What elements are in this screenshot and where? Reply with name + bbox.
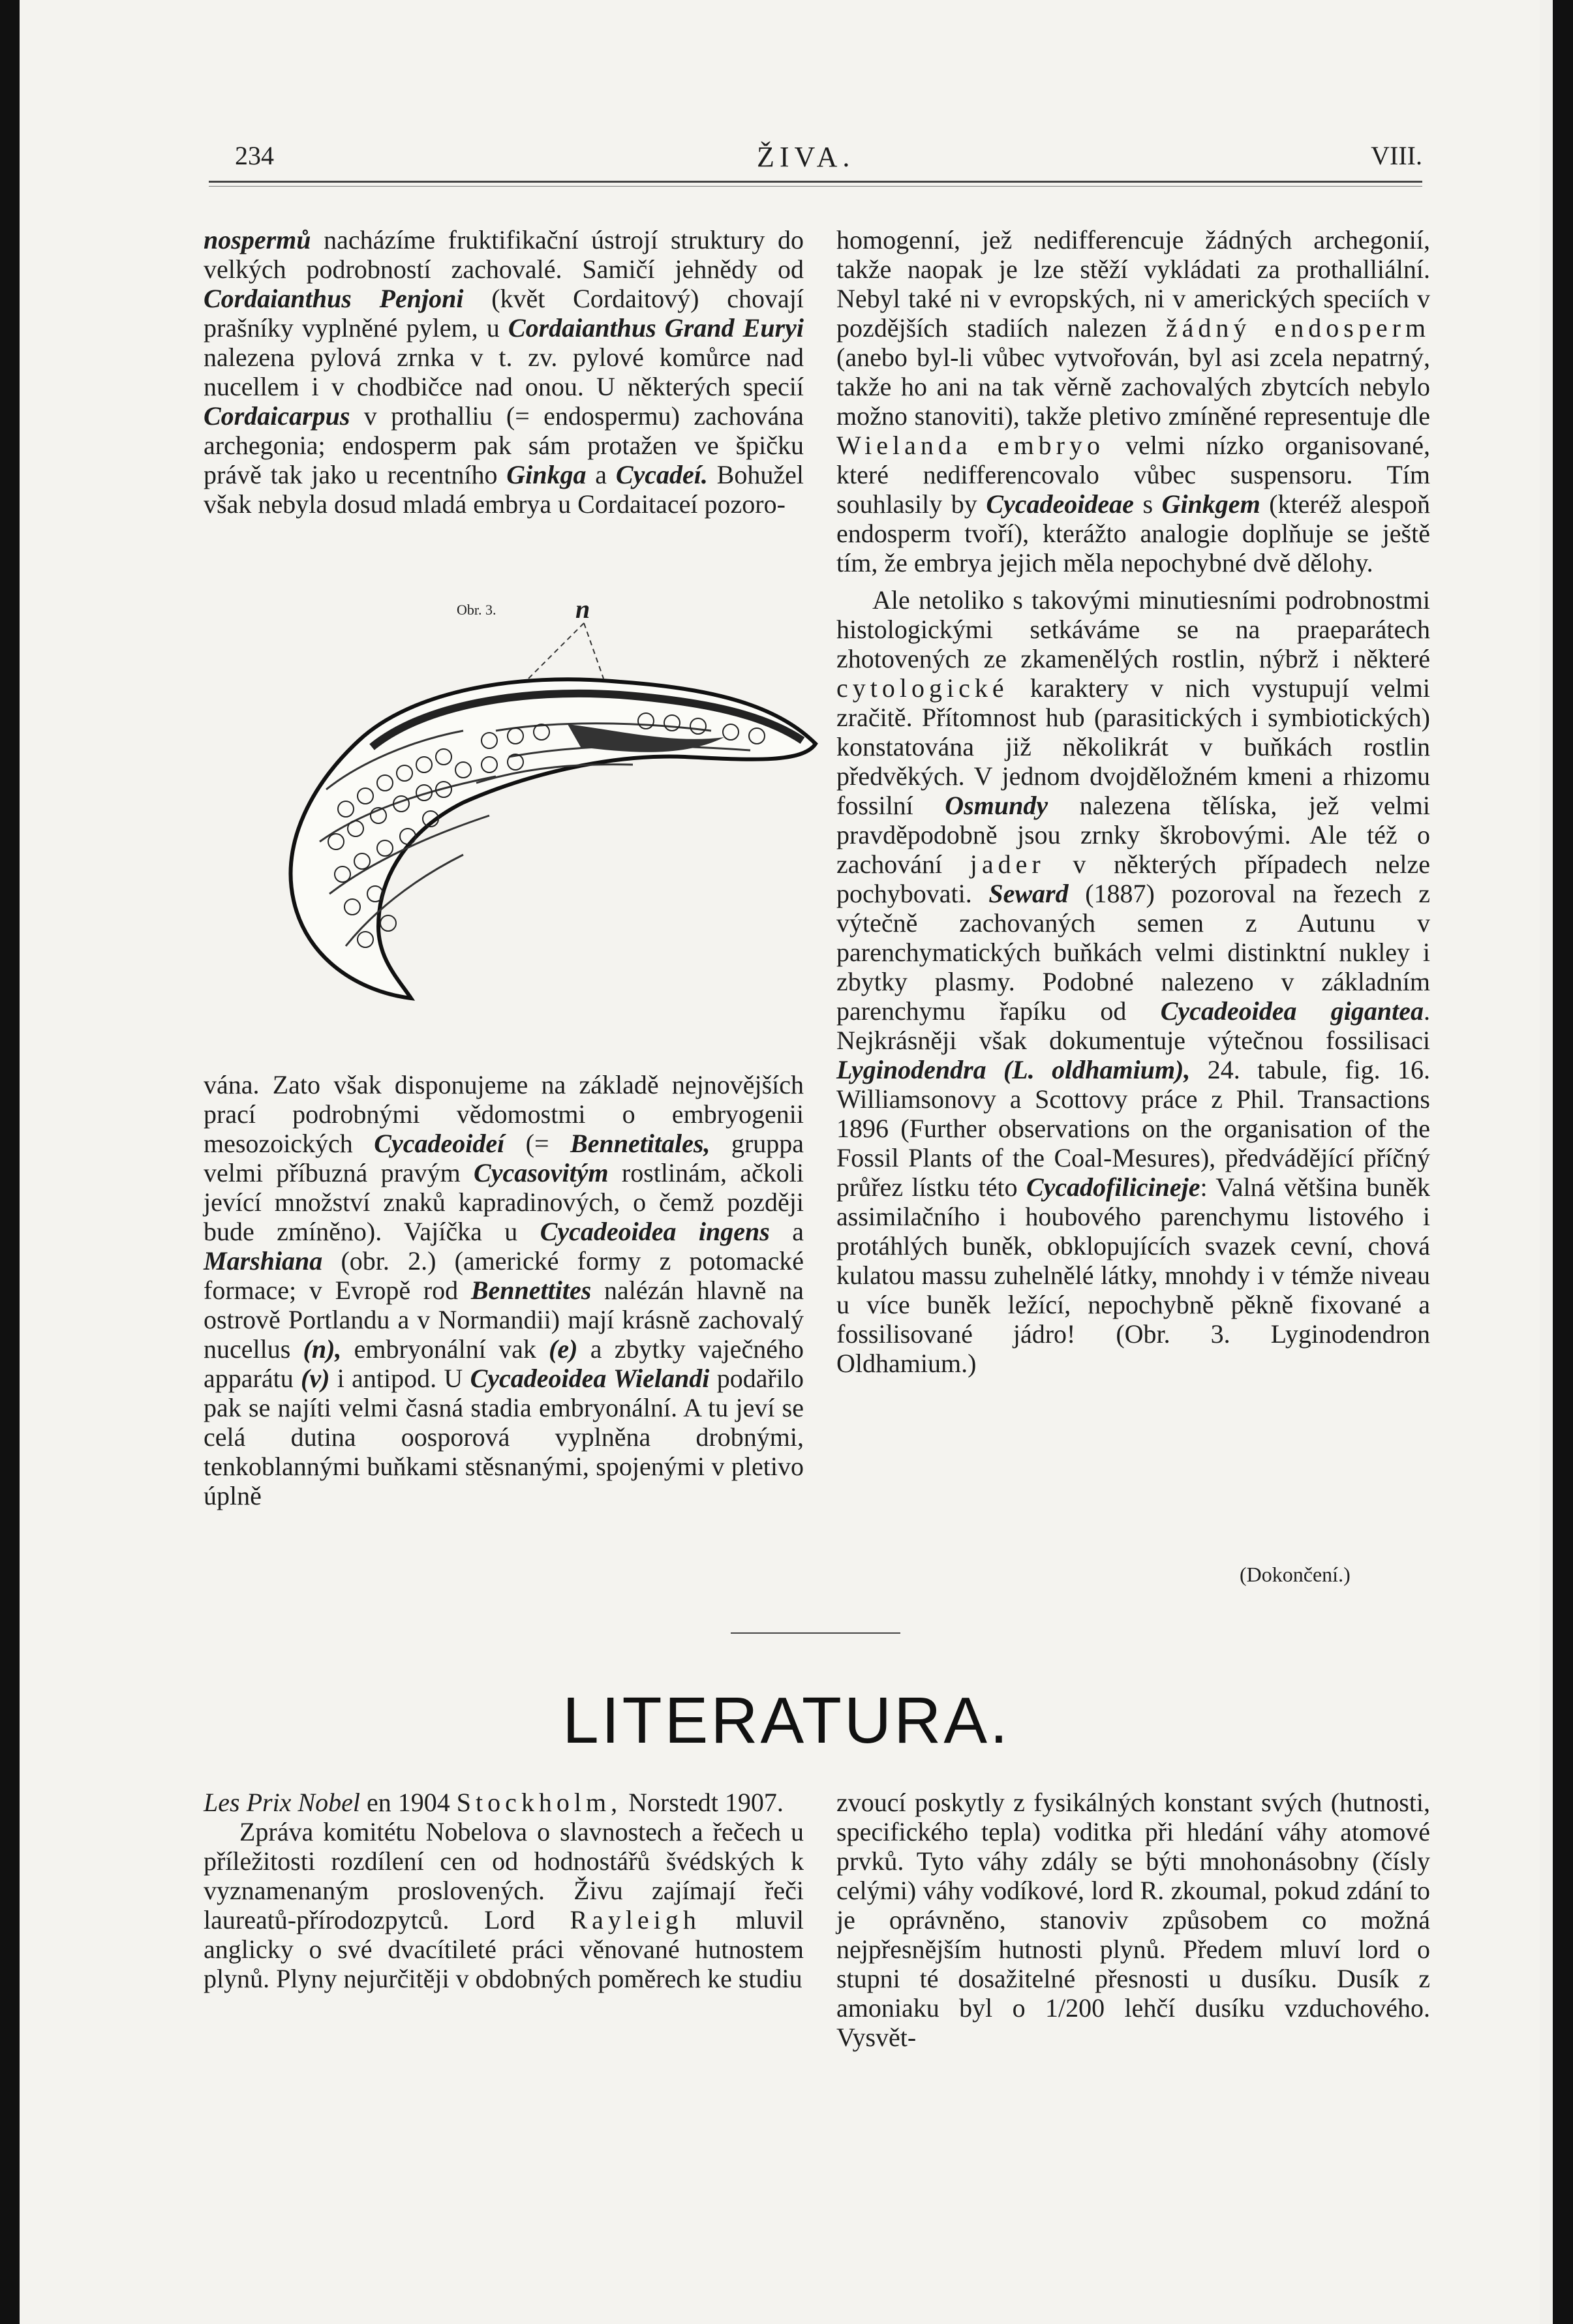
section-divider	[731, 1632, 900, 1634]
emphasis-term: Lyginodendra (L. oldhamium),	[836, 1055, 1191, 1084]
figure-caption: Obr. 3.	[457, 602, 496, 618]
text-run: (obr. 2.) (americké formy z potomacké formace; v Evropě rod	[204, 1246, 804, 1305]
text-run: gruppa velmi příbuzná pravým	[204, 1129, 804, 1187]
text-run: a zbytky vaječného apparátu	[204, 1334, 804, 1393]
header-rule-thin	[209, 186, 1422, 187]
text-run: velmi nízko organisované, které nedifferencovalo vůbec suspensoru. Tím souhlasily by	[836, 431, 1431, 519]
text-run: (kteréž alespoň endosperm tvoří), kterážto analogie doplňuje se ještě tím, že embrya jejich měla nepochybné dvě dělohy.	[836, 489, 1430, 577]
emphasis-term: Cordaianthus Grand Euryi	[508, 313, 804, 343]
spaced-emphasis: žádný endosperm	[1165, 313, 1430, 343]
emphasis-term: Bennetitales,	[570, 1129, 710, 1158]
text-run: Ale netoliko s takovými minutiesními podrobnostmi histologickými setkáváme se na praeparátech zhotovených ze zkamenělých rostlin, nýbrž i některé	[836, 585, 1430, 673]
spaced-emphasis: Rayleigh	[570, 1905, 701, 1934]
text-run: a	[586, 460, 616, 489]
emphasis-term: Cordaicarpus	[204, 401, 350, 431]
leaf-cross-section-illustration	[215, 594, 822, 1011]
column-right	[836, 225, 1430, 1378]
emphasis-term: (v)	[301, 1364, 330, 1393]
text-run: s	[1133, 489, 1162, 519]
text-run: (1887) pozoroval na řezech z výtečně zachovaných semen z Autunu v parenchymatických buňkách velmi distinktní nukley i zbytky plasmy. Podobné nalezeno v základním parenchymu řapíku od	[836, 879, 1431, 1026]
literature-column-left	[204, 1788, 804, 1993]
emphasis-term: Seward	[988, 879, 1069, 908]
emphasis-term: Cycadeoideae	[986, 489, 1134, 519]
text-run: 24. tabule, fig. 16. Williamsonovy a Scottovy práce z Phil. Transactions 1896 (Further observations on the organisation of the Fossil Plants of the Coal-Mesures), předvádějící příčný průřez lístku této	[836, 1055, 1430, 1202]
text-run: en 1904	[359, 1788, 457, 1817]
page-header	[189, 134, 1429, 186]
emphasis-term: Cycasovitým	[474, 1158, 609, 1187]
spaced-emphasis: Stockholm,	[456, 1788, 622, 1817]
emphasis-term: Marshiana	[204, 1246, 323, 1276]
emphasis-term: Cycadeoidea gigantea	[1160, 996, 1424, 1026]
italic-title: Les Prix Nobel	[204, 1788, 360, 1817]
section-title: LITERATURA.	[562, 1684, 1011, 1757]
emphasis-term: (n),	[303, 1334, 342, 1364]
to-be-continued-note: (Dokončení.)	[1240, 1563, 1351, 1586]
text-run: v některých případech nelze pochybovati.	[836, 849, 1430, 908]
emphasis-term: Cycadeí.	[615, 460, 708, 489]
text-run: . Nejkrásněji však dokumentuje výtečnou fossilisaci	[836, 996, 1430, 1055]
text-run: (květ Cordaitový) chovají prašníky vyplněné pylem, u	[204, 284, 804, 343]
emphasis-term: Cordaianthus Penjoni	[204, 284, 464, 313]
emphasis-term: Osmundy	[945, 791, 1048, 820]
paragraph	[836, 585, 1430, 1378]
text-run: karaktery v nich vystupují velmi zračitě. Přítomnost hub (parasitických i symbiotických) konstatována již několikrát v buňkách rostlin předvěkých. V jednom dvojděložném kmeni a rhizomu fossilní	[836, 673, 1430, 820]
literature-column-right	[836, 1788, 1430, 2052]
text-run: a	[769, 1217, 804, 1246]
emphasis-term: Ginkga	[506, 460, 587, 489]
spaced-emphasis: cytologické	[836, 673, 1009, 703]
text-run: zvoucí poskytly z fysikálných konstant svých (hutnosti, specifického tepla) voditka při hledání váhy atomové prvků. Tyto váhy zdály se býti mnohonásobny (čísly celými) váhy vodíkové, lord R. zkoumal, pokud zdání to je oprávněno, stanoviv způsobem co možná nejpřesnějším hutnosti plynů. Předem mluví lord o stupni té dosažitelné přesnosti u dusíku. Dusík z amoniaku byl o 1/200 lehčí dusíku vzduchového. Vysvět-	[836, 1788, 1430, 2052]
emphasis-term: Cycadofilicineje	[1026, 1172, 1200, 1202]
emphasis-term: nospermů	[204, 225, 311, 254]
text-run: (=	[504, 1129, 571, 1158]
text-run: Bohužel však nebyla dosud mladá embrya u Cordaitaceí pozoro-	[204, 460, 804, 519]
text-run: nalezena tělíska, jež velmi pravděpodobně jsou zrnky škrobovými. Ale též o zachování	[836, 791, 1431, 879]
page-edge	[1540, 0, 1553, 2324]
header-rule	[209, 181, 1422, 183]
figure-lyginodendron	[215, 594, 822, 1011]
text-run: v prothalliu (= endospermu) zachována archegonia; endosperm pak sám protažen ve špičku právě tak jako u recentního	[204, 401, 804, 489]
emphasis-term: Cycadeoidea ingens	[540, 1217, 770, 1246]
text-run: embryonální vak	[341, 1334, 549, 1364]
emphasis-term: Ginkgem	[1161, 489, 1260, 519]
emphasis-term: Cycadeoidea Wielandi	[470, 1364, 710, 1393]
text-run: Zpráva komitétu Nobelova o slavnostech a řečech u příležitosti rozdílení cen od hodnostářů švédských k vyznamenaným proslovených. Živu zajímají řeči laureatů-přírodozpytců. Lord	[204, 1817, 804, 1934]
text-run: nalezena pylová zrnka v t. zv. pylové komůrce nad nucellem i v chodbičce nad onou. U některých specií	[204, 343, 804, 401]
text-run: : Valná většina buněk assimilačního i houbového parenchymu listového i protáhlých buněk, obklopujících svazek cevní, chová kulatou massu zuhelnělé látky, mnohdy i v témže niveau u více buněk ležící, nepochybně pěkně fixované a fossilisované jádro! (Obr. 3. Lyginodendron Oldhamium.)	[836, 1172, 1430, 1378]
emphasis-term: (e)	[549, 1334, 578, 1364]
paragraph	[204, 1788, 804, 1817]
column-left-bottom	[204, 1070, 804, 1510]
journal-title: ŽIVA.	[757, 141, 855, 173]
spaced-emphasis: jader	[970, 849, 1045, 879]
text-run: mluvil anglicky o své dvacítileté práci věnované hutnostem plynů. Plyny nejurčitěji v obdobných poměrech ke studiu	[204, 1905, 804, 1993]
column-left-top	[204, 225, 804, 519]
paragraph	[204, 1070, 804, 1510]
volume-number: VIII.	[1371, 141, 1422, 170]
paragraph	[836, 225, 1430, 577]
text-run: vána. Zato však disponujeme na základě nejnovějších prací podrobnými vědomostmi o embryogenii mesozoických	[204, 1070, 804, 1158]
figure-label: n	[575, 594, 590, 624]
emphasis-term: Cycadeoideí	[374, 1129, 505, 1158]
text-run: nalézán hlavně na ostrově Portlandu a v Normandii) mají krásně zachovalý nucellus	[204, 1276, 804, 1364]
paragraph	[204, 1817, 804, 1993]
paragraph	[204, 225, 804, 519]
text-run: i antipod. U	[329, 1364, 470, 1393]
spaced-emphasis: Wielanda embryo	[836, 431, 1105, 460]
paragraph	[836, 1788, 1430, 2052]
emphasis-term: Bennettites	[470, 1276, 592, 1305]
text-run: rostlinám, ačkoli jevící množství znaků kapradinových, o čemž později bude zmíněno). Vajíčka u	[204, 1158, 804, 1246]
text-run: Norstedt 1907.	[622, 1788, 784, 1817]
text-run: homogenní, jež nedifferencuje žádných archegonií, takže naopak je lze stěží vykládati za prothalliální. Nebyl také ni v evropských, ni v amerických speciích v pozdějších stadiích nalezen	[836, 225, 1430, 343]
text-run: nacházíme fruktifikační ústrojí struktury do velkých podrobností zachovalé. Samičí jehnědy od	[204, 225, 804, 284]
text-run: podařilo pak se najíti velmi časná stadia embryonální. A tu jeví se celá dutina oosporová vyplněna drobnými, tenkoblannými buňkami stěsnanými, spojenými v pletivo úplně	[204, 1364, 804, 1510]
page-number: 234	[235, 141, 274, 170]
text-run: (anebo byl-li vůbec vytvořován, byl asi zcela nepatrný, takže ho ani na tak věrně zachovalých zbytcích nebylo možno stanoviti), takže pletivo zmíněné representuje dle	[836, 343, 1430, 431]
